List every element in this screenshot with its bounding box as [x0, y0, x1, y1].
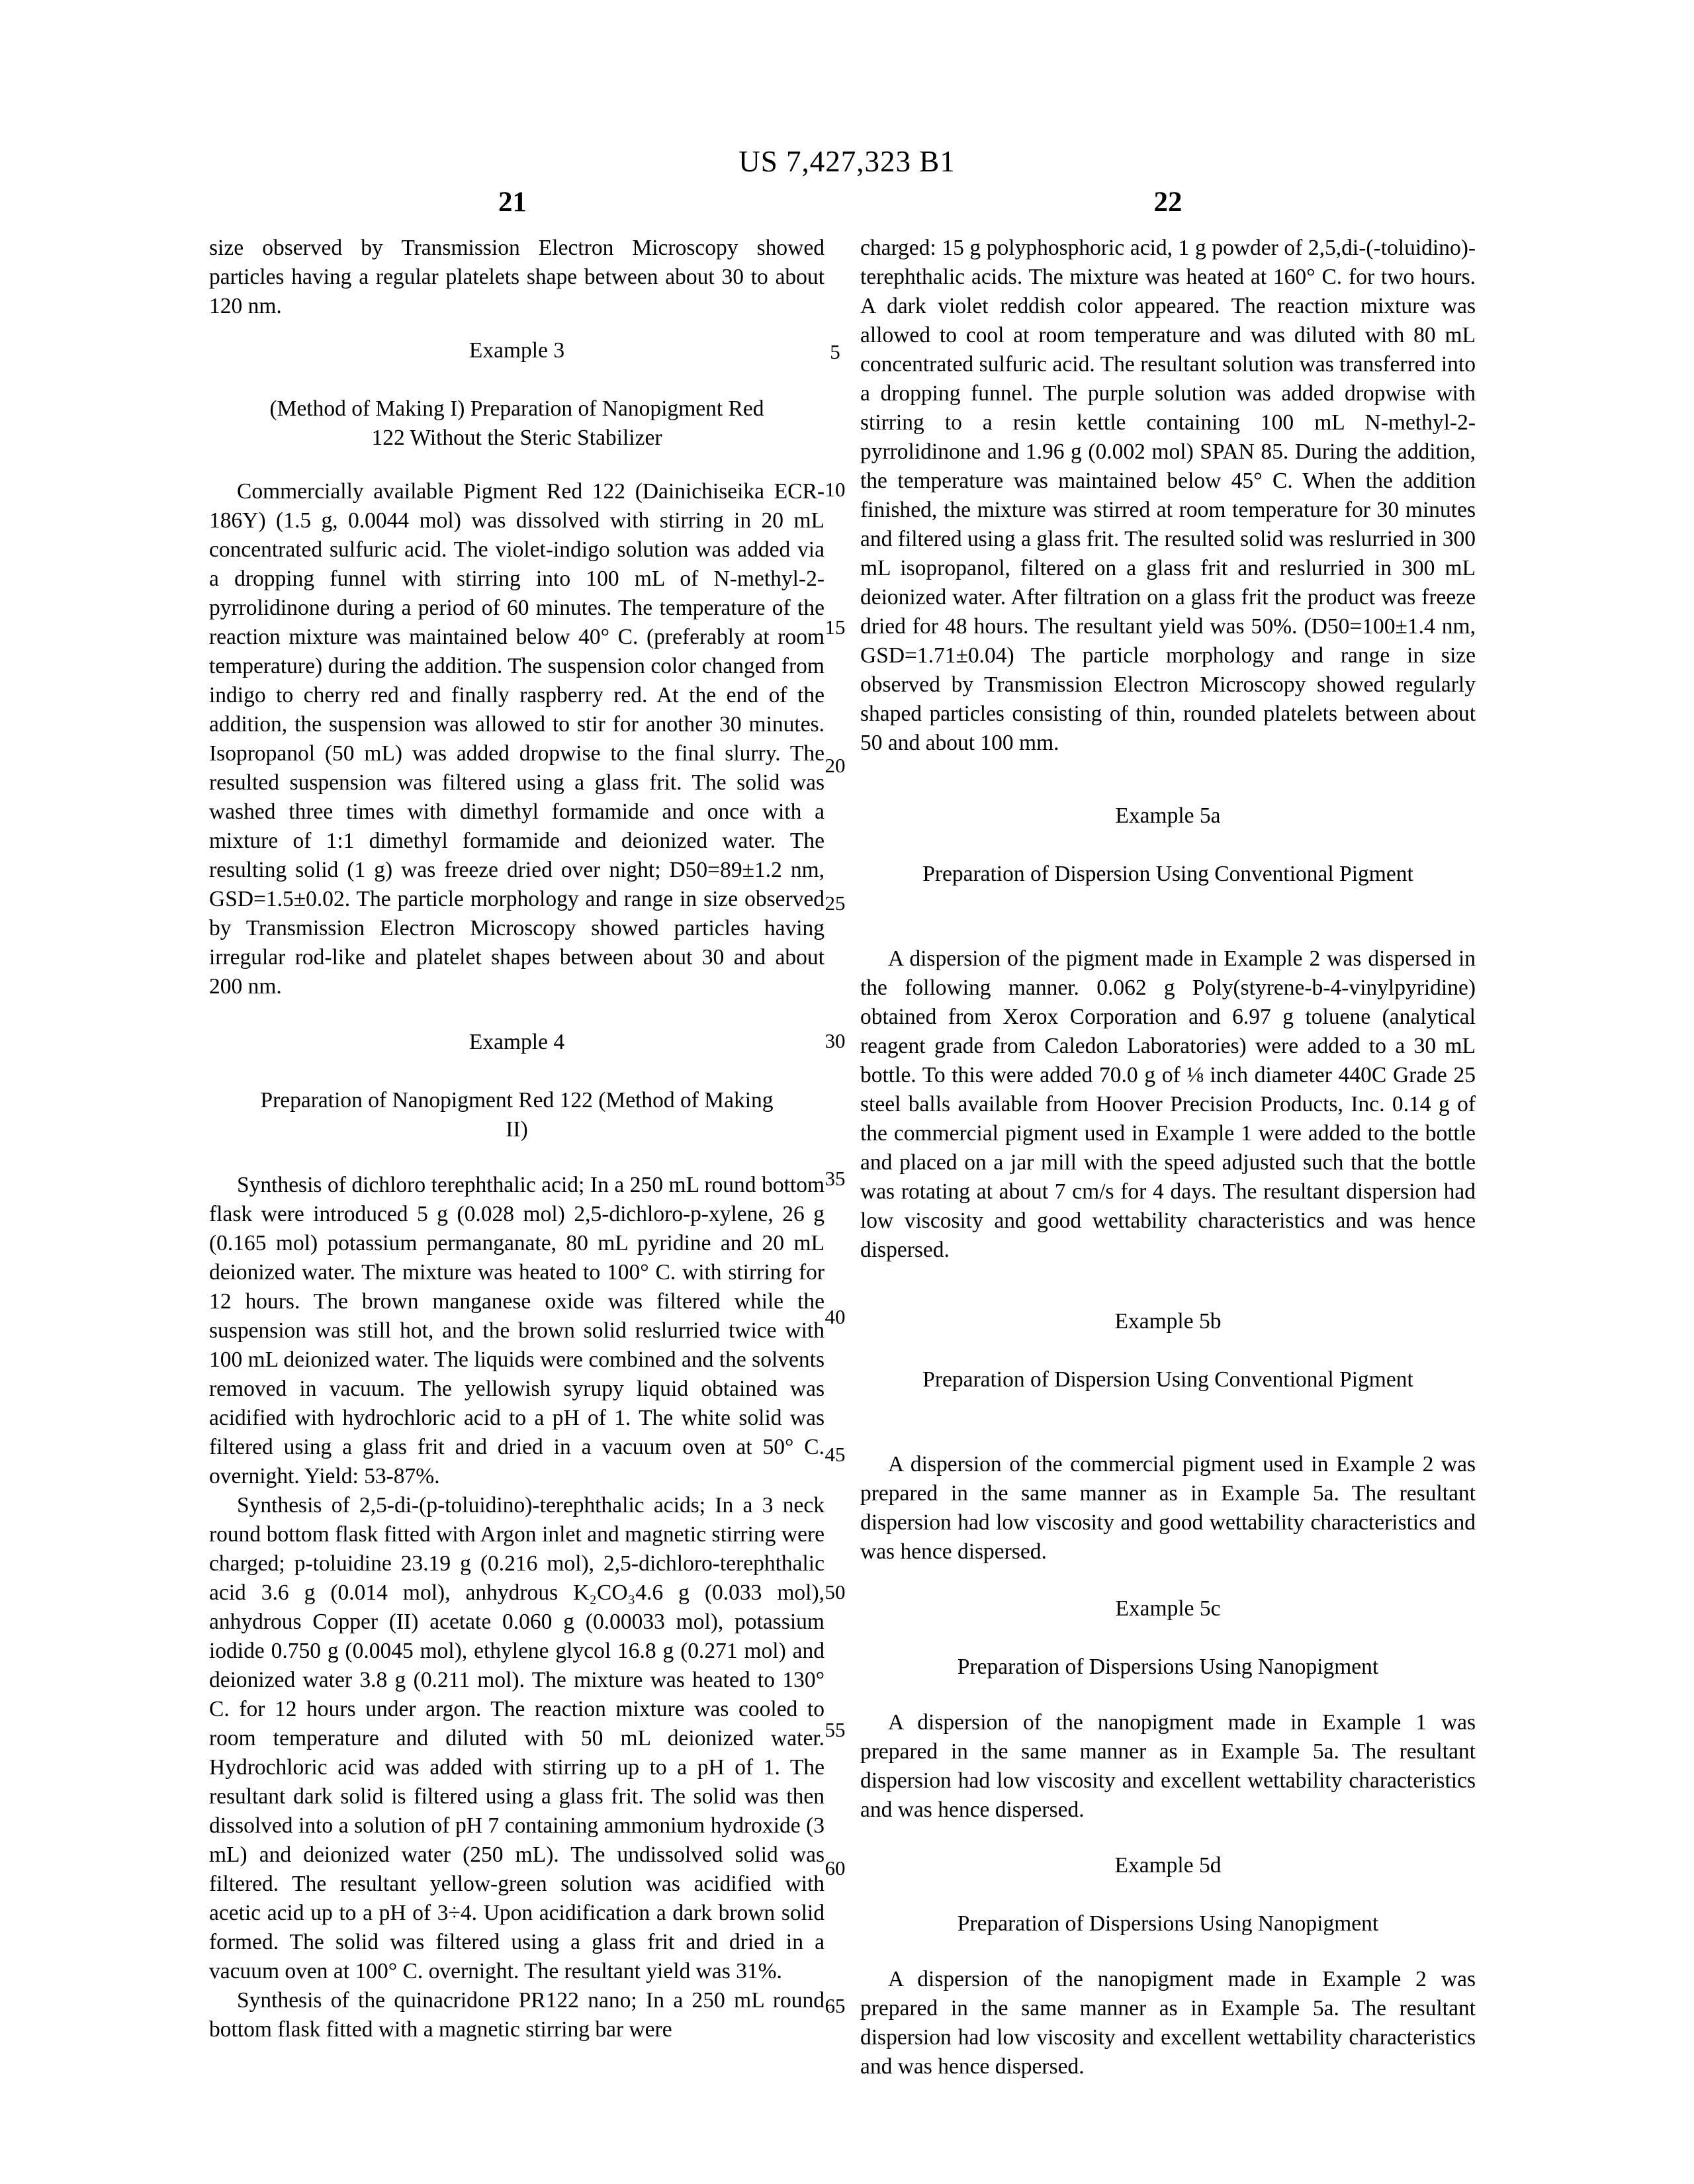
left-intro-paragraph: size observed by Transmission Electron Microscopy showed particles having a regular platelets shape between about 30 to about 120 nm. [209, 236, 825, 318]
example4-title: Example 4 [468, 1030, 565, 1054]
right-paragraph-5d: A dispersion of the nanopigment made in Example 2 was prepared in the same manner as in Example 5a. The resultant dispersion had low viscosity and excellent wettability characteristics and was hence dispersed. [860, 1967, 1476, 2079]
left-paragraph-pigment-red-122: Commercially available Pigment Red 122 (Dainichiseika ECR-186Y) (1.5 g, 0.0044 mol) was dissolved with stirring in 20 mL concentrated sulfuric acid. The violet-indigo solution was added via a dropping funnel with stirring into 100 mL of N-methyl-2-pyrrolidinone during a period of 60 minutes. The temperature of the reaction mixture was maintained below 40° C. (preferably at room temperature) during the addition. The suspension color changed from indigo to cherry red and finally raspberry red. At the end of the addition, the suspension was allowed to stir for another 30 minutes. Isopropanol (50 mL) was added dropwise to the final slurry. The resulted suspension was filtered using a glass frit. The solid was washed three times with dimethyl formamide and once with a mixture of 1:1 dimethyl formamide and deionized water. The resulting solid (1 g) was freeze dried over night; D50=89±1.2 nm, GSD=1.5±0.02. The particle morphology and range in size observed by Transmission Electron Microscopy showed particles having irregular rod-like and platelet shapes between about 30 and about 200 nm. [209, 479, 825, 999]
left-paragraph-quinacridone-synthesis: Synthesis of the quinacridone PR122 nano; In a 250 mL round bottom flask fitted with a magnetic stirring bar were [209, 1988, 825, 2042]
example5c-title: Example 5c [1115, 1596, 1221, 1621]
example5d-title: Example 5d [1114, 1853, 1222, 1878]
gutter-line-number: 65 [825, 1994, 846, 2017]
example5b-subtitle: Preparation of Dispersion Using Conventional Pigment [922, 1367, 1413, 1392]
left-example4-body [209, 1171, 825, 2044]
example5b-title: Example 5b [1114, 1309, 1222, 1334]
left-paragraph-dichloro-synthesis: Synthesis of dichloro terephthalic acid; In a 250 mL round bottom flask were introduced 5 g (0.028 mol) 2,5-dichloro-p-xylene, 26 g (0.165 mol) potassium permanganate, 80 mL pyridine and 20 mL deionized water. The mixture was heated to 100° C. with stirring for 12 hours. The brown manganese oxide was filtered while the suspension was still hot, and the brown solid reslurried twice with 100 mL deionized water. The liquids were combined and the solvents removed in vacuum. The yellowish syrupy liquid obtained was acidified with hydrochloric acid to a pH of 1. The white solid was filtered using a glass frit and dried in a vacuum oven at 50° C. overnight. Yield: 53-87%. [209, 1173, 825, 1488]
example4-subtitle: Preparation of Nanopigment Red 122 (Method of Making II) [260, 1088, 774, 1142]
example5a-title: Example 5a [1115, 803, 1221, 828]
column-number-left: 21 [498, 187, 527, 218]
example3-subtitle: (Method of Making I) Preparation of Nanopigment Red 122 Without the Steric Stabilizer [269, 396, 764, 450]
right-paragraph-5b: A dispersion of the commercial pigment used in Example 2 was prepared in the same manner as in Example 5a. The resultant dispersion had low viscosity and good wettability characteristics and was hence dispersed. [860, 1452, 1476, 1564]
gutter-line-number: 20 [825, 754, 846, 777]
example3-title: Example 3 [468, 338, 565, 363]
gutter-line-number: 45 [825, 1443, 846, 1466]
example5d-subtitle: Preparation of Dispersions Using Nanopigment [957, 1911, 1379, 1936]
gutter-line-number: 25 [825, 891, 846, 915]
gutter-line-number: 50 [825, 1580, 846, 1604]
example5a-subtitle: Preparation of Dispersion Using Conventional Pigment [922, 862, 1413, 886]
right-paragraph-charged: charged: 15 g polyphosphoric acid, 1 g powder of 2,5,di-(-toluidino)-terephthalic acids. The mixture was heated at 160° C. for two hours. A dark violet reddish color appeared. The reaction mixture was allowed to cool at room temperature and was diluted with 80 mL concentrated sulfuric acid. The resultant solution was transferred into a dropping funnel. The purple solution was added dropwise with stirring to a resin kettle containing 100 mL N-methyl-2-pyrrolidinone and 1.96 g (0.002 mol) SPAN 85. During the addition, the temperature was maintained below 45° C. When the addition finished, the mixture was stirred at room temperature for 30 minutes and filtered using a glass frit. The resulted solid was reslurried in 300 mL isopropanol, filtered on a glass frit and reslurried in 300 mL deionized water. After filtration on a glass frit the product was freeze dried for 48 hours. The resultant yield was 50%. (D50=100±1.4 nm, GSD=1.71±0.04) The particle morphology and range in size observed by Transmission Electron Microscopy showed regularly shaped particles consisting of thin, rounded platelets between about 50 and about 100 mm. [860, 236, 1476, 755]
column-number-right: 22 [1153, 187, 1182, 218]
gutter-line-number: 10 [825, 478, 846, 501]
patent-number: US 7,427,323 B1 [738, 145, 956, 178]
gutter-line-number: 60 [825, 1856, 846, 1880]
right-paragraph-5c: A dispersion of the nanopigment made in Example 1 was prepared in the same manner as in Example 5a. The resultant dispersion had low viscosity and excellent wettability characteristics and was hence dispersed. [860, 1710, 1476, 1822]
right-paragraph-5a: A dispersion of the pigment made in Example 2 was dispersed in the following manner. 0.062 g Poly(styrene-b-4-vinylpyridine) obtained from Xerox Corporation and 6.97 g toluene (analytical reagent grade from Caledon Laboratories) were added to a 30 mL bottle. To this were added 70.0 g of ⅛ inch diameter 440C Grade 25 steel balls available from Hoover Precision Products, Inc. 0.14 g of the commercial pigment used in Example 1 were added to the bottle and placed on a jar mill with the speed adjusted such that the bottle was rotating at about 7 cm/s for 4 days. The resultant dispersion had low viscosity and good wettability characteristics and was hence dispersed. [860, 946, 1476, 1262]
gutter-line-number: 35 [825, 1167, 846, 1190]
gutter-line-number: 55 [825, 1718, 846, 1741]
gutter-line-number: 15 [825, 615, 846, 639]
gutter-line-number: 40 [825, 1305, 846, 1328]
gutter-line-number: 30 [825, 1029, 846, 1052]
gutter-line-number: 5 [830, 340, 840, 363]
example5c-subtitle: Preparation of Dispersions Using Nanopigment [957, 1655, 1379, 1679]
left-paragraph-toluidino-synthesis: Synthesis of 2,5-di-(p-toluidino)-terephthalic acids; In a 3 neck round bottom flask fitted with Argon inlet and magnetic stirring were charged; p-toluidine 23.19 g (0.216 mol), 2,5-dichloro-terephthalic acid 3.6 g (0.014 mol), anhydrous K₂CO₃4.6 g (0.033 mol), anhydrous Copper (II) acetate 0.060 g (0.00033 mol), potassium iodide 0.750 g (0.0045 mol), ethylene glycol 16.8 g (0.271 mol) and deionized water 3.8 g (0.211 mol). The mixture was heated to 130° C. for 12 hours under argon. The reaction mixture was cooled to room temperature and diluted with 50 mL deionized water. Hydrochloric acid was added with stirring up to a pH of 1. The resultant dark solid is filtered using a glass frit. The solid was then dissolved into a solution of pH 7 containing ammonium hydroxide (3 mL) and deionized water (250 mL). The undissolved solid was filtered. The resultant yellow-green solution was acidified with acetic acid up to a pH of 3÷4. Upon acidification a dark brown solid formed. The solid was filtered using a glass frit and dried in a vacuum oven at 100° C. overnight. The resultant yield was 31%. [209, 1493, 825, 1983]
